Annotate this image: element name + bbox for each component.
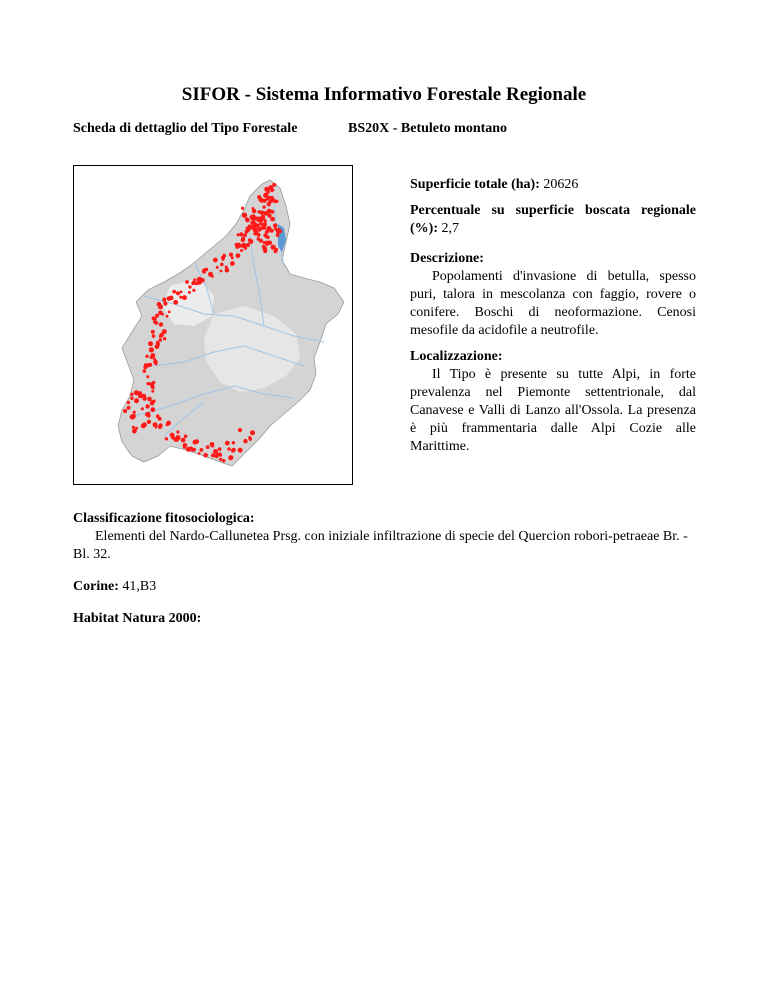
presence-dot xyxy=(152,334,156,338)
presence-dot xyxy=(267,209,272,214)
presence-dot xyxy=(148,398,151,401)
presence-dot xyxy=(188,291,191,294)
presence-dot xyxy=(262,245,265,248)
presence-dot xyxy=(245,230,249,234)
presence-dot xyxy=(250,215,254,219)
presence-dot xyxy=(144,363,147,366)
presence-dot xyxy=(232,448,236,452)
classificazione-text: Elementi del Nardo-Callunetea Prsg. con iniziale infiltrazione di specie del Quercion robori-petraeae Br. - Bl. 32. xyxy=(73,529,688,562)
presence-dot xyxy=(265,242,269,246)
presence-dot xyxy=(182,295,187,300)
presence-dot xyxy=(214,450,217,453)
presence-dot xyxy=(151,400,154,403)
presence-dot xyxy=(176,430,179,433)
presence-dot xyxy=(172,290,176,294)
presence-dot xyxy=(271,188,274,191)
percentuale-value: 2,7 xyxy=(441,221,459,236)
presence-dot xyxy=(248,436,251,439)
presence-dot xyxy=(134,398,139,403)
presence-dot xyxy=(229,253,233,257)
presence-dot xyxy=(211,445,214,448)
presence-dot xyxy=(256,223,260,227)
document-title: SIFOR - Sistema Informativo Forestale Regionale xyxy=(181,84,587,105)
presence-dot xyxy=(173,300,178,305)
presence-dot xyxy=(191,448,195,452)
presence-dot xyxy=(163,302,167,306)
presence-dot xyxy=(258,229,261,232)
presence-dot xyxy=(142,396,147,401)
presence-dot xyxy=(166,315,169,318)
presence-dot xyxy=(270,196,273,199)
habitat-label: Habitat Natura 2000: xyxy=(73,611,202,626)
presence-dot xyxy=(168,311,171,314)
presence-dot xyxy=(218,447,222,451)
presence-dot xyxy=(146,375,149,378)
presence-dot xyxy=(159,338,163,342)
presence-dot xyxy=(123,409,127,413)
presence-dot xyxy=(170,433,175,438)
presence-dot xyxy=(141,407,144,410)
presence-dot xyxy=(166,421,171,426)
presence-dot xyxy=(244,246,247,249)
presence-dot xyxy=(213,258,218,263)
presence-dot xyxy=(243,439,247,443)
presence-dot xyxy=(252,209,257,214)
descrizione-text: Popolamenti d'invasione di betulla, spesso puri, talora in mescolanza con faggio, rovere o conifere. Boschi di neoformazione. Cenosi mesofile da acidofile a neutrofile. xyxy=(410,269,696,338)
presence-dot xyxy=(235,245,239,249)
descrizione-label: Descrizione: xyxy=(410,251,484,266)
presence-dot xyxy=(180,290,183,293)
presence-dot xyxy=(222,258,225,261)
presence-dot xyxy=(151,330,155,334)
presence-dot xyxy=(193,440,198,445)
presence-dot xyxy=(228,455,233,460)
corine-label: Corine: xyxy=(73,579,119,594)
presence-dot xyxy=(263,219,266,222)
presence-dot xyxy=(157,302,162,307)
presence-dot xyxy=(188,285,191,288)
presence-dot xyxy=(238,428,242,432)
presence-dot xyxy=(179,296,182,299)
presence-dot xyxy=(175,437,179,441)
presence-dot xyxy=(145,404,149,408)
localizzazione-block xyxy=(410,348,696,456)
classificazione-label: Classificazione fitosociologica: xyxy=(73,511,255,526)
presence-dot xyxy=(150,407,155,412)
presence-dot xyxy=(145,355,148,358)
presence-dot xyxy=(227,447,231,451)
presence-dot xyxy=(192,289,195,292)
presence-dot xyxy=(211,453,215,457)
superficie-block xyxy=(410,176,696,194)
presence-dot xyxy=(148,363,152,367)
presence-dot xyxy=(259,239,263,243)
presence-dot xyxy=(183,443,188,448)
presence-dot xyxy=(225,268,230,273)
presence-dot xyxy=(250,430,255,435)
presence-dot xyxy=(165,437,168,440)
presence-dot xyxy=(231,256,234,259)
percentuale-block xyxy=(410,202,696,238)
presence-dot xyxy=(267,226,272,231)
presence-dot xyxy=(203,268,207,272)
localizzazione-label: Localizzazione: xyxy=(410,349,503,364)
presence-dot xyxy=(267,214,271,218)
presence-dot xyxy=(260,211,264,215)
presence-dot xyxy=(155,362,158,365)
tipo-code-name: BS20X - Betuleto montano xyxy=(348,121,508,136)
presence-dot xyxy=(236,253,241,258)
presence-dot xyxy=(242,213,247,218)
presence-dot xyxy=(130,397,133,400)
presence-dot xyxy=(262,205,265,208)
percentuale-label: Percentuale su superficie boscata regionale (%): xyxy=(410,203,696,236)
presence-dot xyxy=(276,233,280,237)
presence-dot xyxy=(150,382,155,387)
presence-dot xyxy=(274,200,277,203)
presence-dot xyxy=(133,411,136,414)
presence-dot xyxy=(186,447,191,452)
presence-dot xyxy=(222,459,225,462)
presence-dot xyxy=(250,226,253,229)
presence-dot xyxy=(156,341,160,345)
habitat-block xyxy=(73,610,696,628)
presence-dot xyxy=(206,445,210,449)
presence-dot xyxy=(163,337,166,340)
presence-dot xyxy=(155,426,158,429)
presence-dot xyxy=(159,322,163,326)
presence-dot xyxy=(266,187,270,191)
presence-dot xyxy=(176,291,180,295)
scheda-label: Scheda di dettaglio del Tipo Forestale xyxy=(73,121,298,136)
presence-dot xyxy=(230,261,235,266)
presence-dot xyxy=(153,358,156,361)
presence-dot xyxy=(153,321,156,324)
descrizione-block xyxy=(410,250,696,340)
presence-dot xyxy=(278,228,281,231)
presence-dot xyxy=(240,249,243,252)
presence-dot xyxy=(134,390,139,395)
presence-dot xyxy=(220,270,223,273)
presence-dot xyxy=(151,390,154,393)
presence-dot xyxy=(241,207,244,210)
presence-dot xyxy=(271,245,276,250)
presence-dot xyxy=(238,448,243,453)
presence-dot xyxy=(198,452,201,455)
corine-value: 41,B3 xyxy=(122,579,157,594)
presence-dot xyxy=(132,414,136,418)
presence-dot xyxy=(155,344,160,349)
localizzazione-text: Il Tipo è presente su tutte Alpi, in forte prevalenza nel Piemonte settentrionale, dal Canavese e Valli di Lanzo all'Ossola. La presenza è più frammentaria dalle Alpi Cozie alle Marittime. xyxy=(410,367,696,454)
presence-dot xyxy=(263,199,267,203)
presence-dot xyxy=(270,217,275,222)
presence-dot xyxy=(245,217,249,221)
presence-dot xyxy=(239,232,243,236)
presence-dot xyxy=(169,296,173,300)
presence-dot xyxy=(149,347,154,352)
presence-dot xyxy=(132,426,135,429)
presence-dot xyxy=(232,441,235,444)
presence-dot xyxy=(156,414,160,418)
presence-dot xyxy=(208,272,213,277)
superficie-label: Superficie totale (ha): xyxy=(410,177,540,192)
presence-dot xyxy=(225,266,228,269)
presence-dot xyxy=(184,435,188,439)
classificazione-block xyxy=(73,510,696,564)
presence-dot xyxy=(243,233,247,237)
presence-dot xyxy=(257,233,260,236)
presence-dot xyxy=(147,412,150,415)
presence-dot xyxy=(222,254,226,258)
presence-dot xyxy=(274,227,277,230)
presence-dot xyxy=(132,429,137,434)
presence-dot xyxy=(263,233,267,237)
presence-dot xyxy=(148,341,153,346)
presence-dot xyxy=(150,355,154,359)
presence-dot xyxy=(153,317,157,321)
presence-dot xyxy=(261,224,266,229)
presence-dot xyxy=(225,441,230,446)
presence-dot xyxy=(268,200,271,203)
presence-dot xyxy=(216,453,219,456)
presence-dot xyxy=(143,369,147,373)
piemonte-map-svg xyxy=(74,166,352,484)
presence-dot xyxy=(159,333,164,338)
presence-dot xyxy=(200,448,204,452)
presence-dot xyxy=(258,218,263,223)
presence-dot xyxy=(257,195,261,199)
presence-dot xyxy=(219,458,222,461)
presence-dot xyxy=(158,425,162,429)
presence-dot xyxy=(241,238,245,242)
presence-dot xyxy=(142,422,147,427)
presence-dot xyxy=(130,393,134,397)
presence-dot xyxy=(250,221,253,224)
presence-dot xyxy=(197,277,202,282)
presence-dot xyxy=(163,299,166,302)
presence-dot xyxy=(127,401,130,404)
presence-dot xyxy=(203,453,208,458)
presence-dot xyxy=(161,313,164,316)
presence-dot xyxy=(263,193,268,198)
presence-dot xyxy=(272,183,276,187)
presence-dot xyxy=(220,263,224,267)
presence-dot xyxy=(185,280,189,284)
presence-dot xyxy=(192,281,196,285)
presence-dot xyxy=(249,239,254,244)
presence-dot xyxy=(127,406,131,410)
presence-dot xyxy=(181,438,184,441)
corine-block xyxy=(73,578,696,596)
presence-dot xyxy=(155,314,159,318)
presence-dot xyxy=(216,266,219,269)
distribution-map xyxy=(73,165,353,485)
superficie-value: 20626 xyxy=(543,177,579,192)
presence-dot xyxy=(246,243,250,247)
presence-dot xyxy=(263,249,267,253)
presence-dot xyxy=(147,420,151,424)
